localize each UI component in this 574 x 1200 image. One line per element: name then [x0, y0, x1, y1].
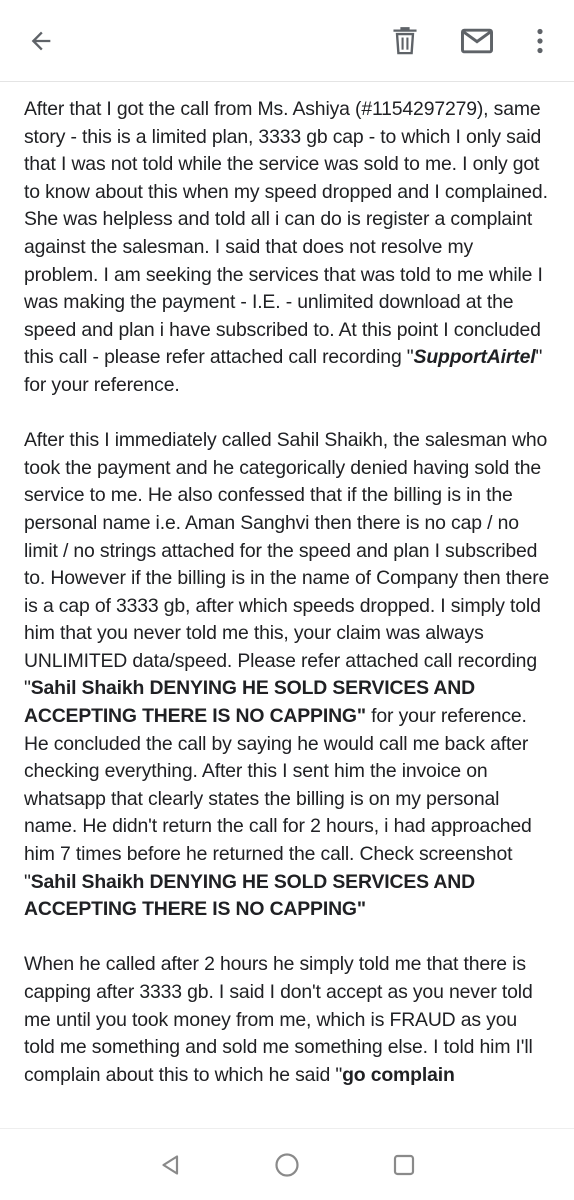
- nav-home-circle-icon: [274, 1152, 300, 1178]
- paragraph-1-text-end: " for your reference.: [24, 346, 543, 396]
- nav-back-triangle-icon: [158, 1153, 182, 1177]
- nav-recents-square-icon: [392, 1153, 416, 1177]
- email-paragraph-3: [24, 951, 552, 1089]
- system-navigation-bar: [0, 1128, 574, 1200]
- mail-icon: [461, 28, 493, 54]
- paragraph-1-text: After that I got the call from Ms. Ashiya (#1154297279), same story - this is a limited plan, 3333 gb cap - to which I only said that I was not told while the service was sold to me. I only got to know about this when my speed dropped and I complained. She was helpless and told all i can do is register a complaint against the salesman. I said that does not resolve my problem. I am seeking the services that was told to me while I was making the payment - I.E. - unlimited download at the speed and plan i have subscribed to. At this point I concluded this call - please refer attached call recording ": [24, 98, 548, 369]
- delete-button[interactable]: [382, 18, 428, 64]
- more-options-button[interactable]: [520, 18, 560, 64]
- attachment-name-screenshot: Sahil Shaikh DENYING HE SOLD SERVICES AND ACCEPTING THERE IS NO CAPPING": [24, 870, 475, 921]
- email-toolbar: [0, 0, 574, 82]
- email-paragraph-1: [24, 96, 552, 400]
- system-back-button[interactable]: [148, 1143, 192, 1187]
- attachment-name-supportairtel: SupportAirtel: [413, 346, 536, 369]
- paragraph-3-bold-quote: go complain: [342, 1063, 455, 1086]
- back-button[interactable]: [18, 18, 64, 64]
- email-body: [24, 96, 552, 1124]
- mark-unread-button[interactable]: [454, 18, 500, 64]
- email-paragraph-2: [24, 427, 552, 924]
- more-vertical-icon: [536, 28, 544, 54]
- attachment-name-recording: Sahil Shaikh DENYING HE SOLD SERVICES AND ACCEPTING THERE IS NO CAPPING": [24, 677, 475, 728]
- trash-icon: [391, 26, 419, 56]
- paragraph-3-text: When he called after 2 hours he simply told me that there is capping after 3333 gb. I said I don't accept as you never told me until you took money from me, which is FRAUD as you told me something and sold me something else. I told him I'll complain about this to which he said ": [24, 953, 533, 1086]
- system-home-button[interactable]: [265, 1143, 309, 1187]
- paragraph-2-text: After this I immediately called Sahil Shaikh, the salesman who took the payment and he categorically denied having sold the service to me. He also confessed that if the billing is in the personal name i.e. Aman Sanghvi then there is no cap / no limit / no strings attached for the speed and plan I subscribed to. However if the billing is in the name of Company then there is a cap of 3333 gb, after which speeds dropped. I simply told him that you never told me this, your claim was always UNLIMITED data/speed. Please refer attached call recording ": [24, 429, 550, 700]
- arrow-left-icon: [27, 27, 55, 55]
- system-recents-button[interactable]: [382, 1143, 426, 1187]
- paragraph-2-text-middle: for your reference. He concluded the call by saying he would call me back after checking everything. After this I sent him the invoice on whatsapp that clearly states the billing is on my personal name. He didn't return the call for 2 hours, i had approached him 7 times before he returned the call. Check screenshot ": [24, 705, 532, 893]
